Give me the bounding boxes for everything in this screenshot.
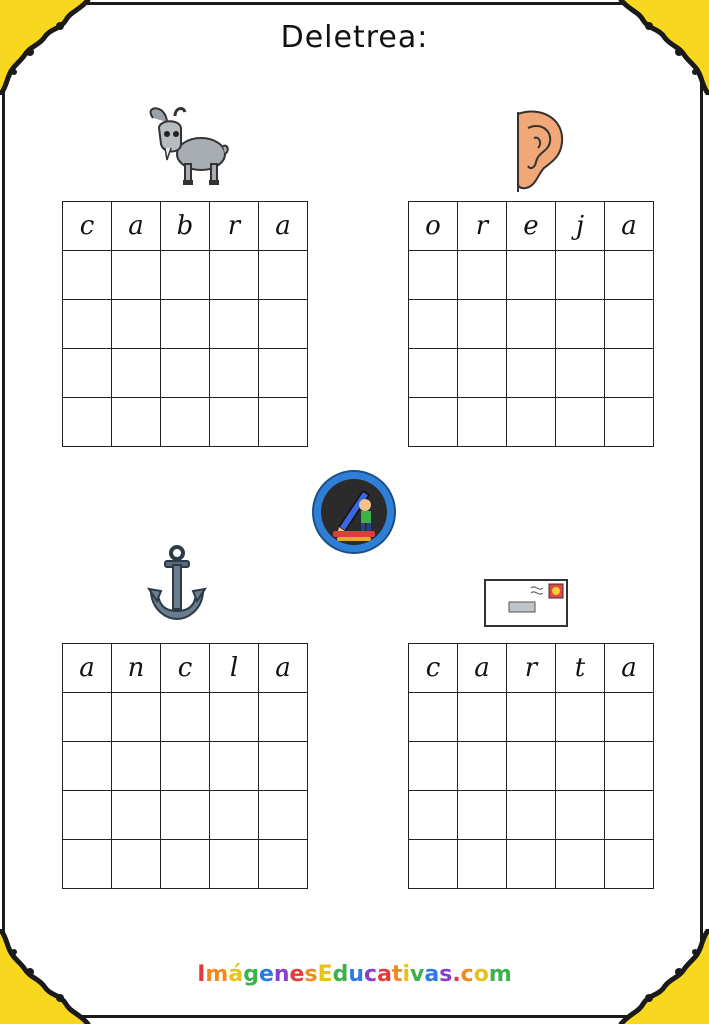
footer-brand-text [0, 962, 709, 987]
letter-cell: a [112, 202, 161, 251]
blank-cell[interactable] [458, 349, 507, 398]
letter-cell: a [605, 644, 654, 693]
blank-cell[interactable] [409, 300, 458, 349]
letter-cell: r [210, 202, 259, 251]
blank-cell[interactable] [161, 251, 210, 300]
letter-cell: e [507, 202, 556, 251]
blank-cell[interactable] [556, 251, 605, 300]
footer-brand-letter: a [424, 962, 440, 987]
blank-cell[interactable] [210, 840, 259, 889]
blank-row [63, 398, 308, 447]
footer-brand-letter: e [289, 962, 305, 987]
ear-icon [510, 108, 566, 194]
blank-cell[interactable] [556, 398, 605, 447]
footer-brand-letter: s [439, 962, 453, 987]
letter-cell: c [161, 644, 210, 693]
envelope-icon [483, 578, 569, 628]
blank-cell[interactable] [259, 300, 308, 349]
blank-cell[interactable] [161, 398, 210, 447]
letter-cell: r [458, 202, 507, 251]
blank-cell[interactable] [507, 791, 556, 840]
blank-cell[interactable] [112, 791, 161, 840]
blank-cell[interactable] [409, 791, 458, 840]
letter-cell: a [605, 202, 654, 251]
blank-cell[interactable] [409, 251, 458, 300]
blank-cell[interactable] [458, 300, 507, 349]
blank-cell[interactable] [409, 398, 458, 447]
letter-row [409, 644, 654, 693]
footer-brand-letter: o [473, 962, 489, 987]
blank-cell[interactable] [112, 300, 161, 349]
blank-cell[interactable] [259, 742, 308, 791]
letter-cell: l [210, 644, 259, 693]
blank-cell[interactable] [556, 693, 605, 742]
blank-row [63, 349, 308, 398]
blank-cell[interactable] [409, 349, 458, 398]
anchor-icon [147, 545, 207, 625]
blank-cell[interactable] [63, 398, 112, 447]
blank-row [63, 251, 308, 300]
letter-cell: o [409, 202, 458, 251]
blank-cell[interactable] [458, 742, 507, 791]
blank-cell[interactable] [210, 791, 259, 840]
blank-cell[interactable] [210, 300, 259, 349]
blank-cell[interactable] [259, 398, 308, 447]
blank-row [409, 300, 654, 349]
blank-row [409, 693, 654, 742]
blank-cell[interactable] [161, 349, 210, 398]
blank-cell[interactable] [556, 742, 605, 791]
footer-brand-letter: E [317, 962, 333, 987]
footer-brand-letter: n [273, 962, 290, 987]
blank-cell[interactable] [63, 693, 112, 742]
blank-cell[interactable] [112, 251, 161, 300]
blank-cell[interactable] [556, 300, 605, 349]
letter-cell: j [556, 202, 605, 251]
blank-row [409, 791, 654, 840]
footer-brand-letter: á [228, 962, 244, 987]
letter-cell: a [259, 202, 308, 251]
footer-brand-letter: u [348, 962, 365, 987]
blank-cell[interactable] [556, 791, 605, 840]
letter-cell: a [259, 644, 308, 693]
blank-cell[interactable] [458, 791, 507, 840]
blank-row [409, 742, 654, 791]
footer-brand-letter: c [364, 962, 378, 987]
blank-cell[interactable] [409, 742, 458, 791]
blank-cell[interactable] [161, 791, 210, 840]
blank-cell[interactable] [259, 251, 308, 300]
footer-brand-letter: e [258, 962, 274, 987]
blank-row [63, 791, 308, 840]
blank-cell[interactable] [210, 742, 259, 791]
blank-cell[interactable] [63, 349, 112, 398]
blank-row [409, 349, 654, 398]
blank-cell[interactable] [63, 300, 112, 349]
blank-row [63, 693, 308, 742]
blank-cell[interactable] [210, 693, 259, 742]
spelling-grid-cabra [62, 201, 308, 447]
blank-cell[interactable] [112, 742, 161, 791]
blank-cell[interactable] [161, 300, 210, 349]
blank-cell[interactable] [210, 398, 259, 447]
blank-cell[interactable] [259, 840, 308, 889]
blank-cell[interactable] [63, 791, 112, 840]
blank-cell[interactable] [605, 693, 654, 742]
footer-brand-letter: g [243, 962, 259, 987]
letter-cell: n [112, 644, 161, 693]
blank-cell[interactable] [112, 349, 161, 398]
blank-cell[interactable] [63, 251, 112, 300]
blank-cell[interactable] [507, 349, 556, 398]
letter-cell: r [507, 644, 556, 693]
letter-cell: c [409, 644, 458, 693]
footer-brand-letter: m [488, 962, 512, 987]
blank-cell[interactable] [210, 251, 259, 300]
blank-cell[interactable] [458, 840, 507, 889]
footer-brand-letter: c [460, 962, 474, 987]
footer-brand-letter: i [402, 962, 410, 987]
blank-row [63, 742, 308, 791]
footer-brand-letter: a [377, 962, 392, 987]
site-logo-icon [311, 469, 397, 555]
blank-row [409, 840, 654, 889]
blank-cell[interactable] [210, 349, 259, 398]
blank-row [409, 398, 654, 447]
blank-cell[interactable] [63, 840, 112, 889]
blank-cell[interactable] [507, 742, 556, 791]
footer-brand-letter: s [304, 962, 318, 987]
blank-cell[interactable] [259, 693, 308, 742]
spelling-grid-oreja [408, 201, 654, 447]
blank-cell[interactable] [259, 349, 308, 398]
blank-cell[interactable] [605, 300, 654, 349]
blank-cell[interactable] [556, 840, 605, 889]
blank-cell[interactable] [605, 791, 654, 840]
footer-brand-letter: I [197, 962, 206, 987]
spelling-grid-carta [408, 643, 654, 889]
letter-cell: b [161, 202, 210, 251]
blank-cell[interactable] [605, 251, 654, 300]
blank-cell[interactable] [112, 840, 161, 889]
blank-row [63, 300, 308, 349]
blank-cell[interactable] [507, 693, 556, 742]
letter-row [63, 644, 308, 693]
footer-brand-letter: v [410, 962, 425, 987]
blank-cell[interactable] [507, 840, 556, 889]
page-title: Deletrea: [280, 20, 429, 55]
blank-cell[interactable] [409, 693, 458, 742]
blank-cell[interactable] [507, 398, 556, 447]
footer-brand-letter: t [391, 962, 403, 987]
blank-cell[interactable] [63, 742, 112, 791]
blank-row [409, 251, 654, 300]
letter-cell: a [458, 644, 507, 693]
blank-cell[interactable] [112, 398, 161, 447]
blank-cell[interactable] [112, 693, 161, 742]
blank-cell[interactable] [161, 840, 210, 889]
blank-cell[interactable] [458, 251, 507, 300]
blank-row [63, 840, 308, 889]
blank-cell[interactable] [605, 742, 654, 791]
blank-cell[interactable] [458, 398, 507, 447]
blank-cell[interactable] [161, 742, 210, 791]
spelling-grid-ancla [62, 643, 308, 889]
blank-cell[interactable] [507, 300, 556, 349]
blank-cell[interactable] [605, 349, 654, 398]
letter-row [63, 202, 308, 251]
footer-brand-letter: . [452, 962, 461, 987]
footer-brand-letter: d [332, 962, 349, 987]
letter-cell: a [63, 644, 112, 693]
blank-cell[interactable] [409, 840, 458, 889]
blank-cell[interactable] [458, 693, 507, 742]
blank-cell[interactable] [259, 791, 308, 840]
blank-cell[interactable] [605, 840, 654, 889]
footer-brand-letter: m [205, 962, 229, 987]
blank-cell[interactable] [605, 398, 654, 447]
blank-cell[interactable] [507, 251, 556, 300]
letter-row [409, 202, 654, 251]
blank-cell[interactable] [556, 349, 605, 398]
letter-cell: c [63, 202, 112, 251]
blank-cell[interactable] [161, 693, 210, 742]
goat-icon [145, 104, 229, 188]
letter-cell: t [556, 644, 605, 693]
